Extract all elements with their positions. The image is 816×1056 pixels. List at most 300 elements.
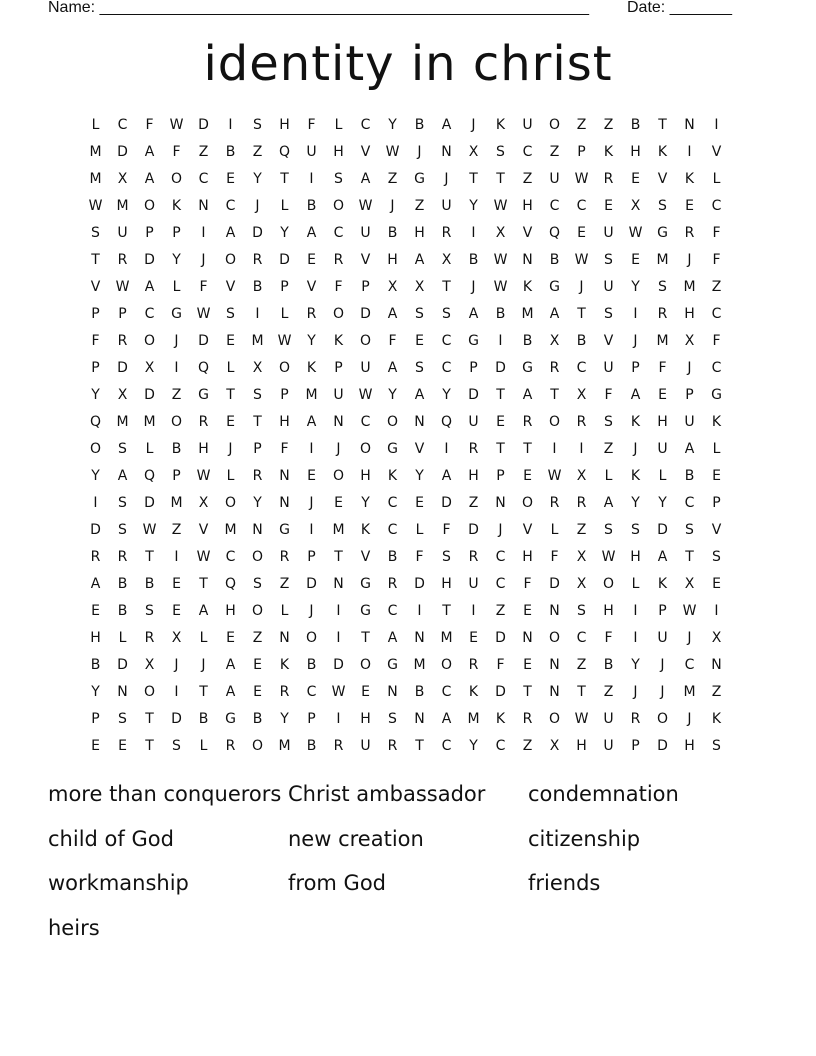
grid-letter: T (442, 279, 451, 295)
grid-letter: G (225, 711, 236, 727)
grid-letter: V (225, 279, 236, 295)
grid-letter: U (468, 414, 479, 430)
grid-letter: T (577, 684, 586, 700)
grid-letter: F (523, 576, 532, 592)
grid-letter: N (198, 198, 209, 214)
grid-letter: B (495, 306, 506, 322)
grid-letter: X (117, 387, 128, 403)
grid-letter: I (687, 144, 692, 160)
grid-letter: T (226, 387, 235, 403)
grid-letter: M (89, 171, 102, 187)
grid-letter: T (496, 387, 505, 403)
grid-letter: P (118, 306, 127, 322)
grid-letter: I (255, 306, 260, 322)
grid-letter: R (198, 414, 209, 430)
grid-letter: E (226, 630, 235, 646)
grid-letter: I (336, 603, 341, 619)
grid-letter: H (630, 549, 641, 565)
grid-letter: B (684, 468, 695, 484)
grid-letter: E (712, 576, 721, 592)
grid-letter: L (91, 117, 100, 133)
grid-letter: U (441, 198, 452, 214)
grid-letter: X (711, 630, 722, 646)
grid-letter: Z (171, 522, 182, 538)
grid-letter: X (144, 657, 155, 673)
grid-letter: V (603, 333, 614, 349)
grid-letter: Y (415, 468, 424, 484)
grid-letter: B (414, 684, 425, 700)
grid-letter: J (471, 117, 476, 133)
grid-letter: X (144, 360, 155, 376)
grid-letter: O (251, 603, 264, 619)
grid-letter: N (117, 684, 128, 700)
grid-letter: M (467, 711, 480, 727)
grid-letter: Y (631, 495, 640, 511)
grid-row (82, 598, 734, 625)
grid-letter: F (415, 549, 424, 565)
grid-letter: N (387, 684, 398, 700)
grid-letter: K (630, 414, 641, 430)
grid-letter: V (657, 171, 668, 187)
grid-letter: A (117, 468, 128, 484)
grid-row (82, 652, 734, 679)
grid-letter: H (414, 225, 425, 241)
grid-letter: I (174, 360, 179, 376)
grid-letter: U (117, 225, 128, 241)
word-list-item: child of God (48, 826, 174, 851)
grid-letter: J (579, 279, 584, 295)
grid-letter: Y (469, 738, 478, 754)
grid-letter: S (253, 387, 262, 403)
grid-letter: O (143, 333, 156, 349)
grid-letter: K (279, 657, 290, 673)
grid-letter: D (414, 576, 425, 592)
grid-letter: R (333, 738, 344, 754)
grid-letter: Y (91, 468, 100, 484)
grid-letter: A (414, 387, 425, 403)
grid-letter: E (226, 171, 235, 187)
grid-letter: B (252, 279, 263, 295)
grid-letter: I (93, 495, 98, 511)
grid-letter: W (385, 144, 400, 160)
grid-letter: Z (603, 117, 614, 133)
grid-letter: D (144, 252, 155, 268)
grid-letter: D (657, 738, 668, 754)
grid-letter: C (711, 306, 722, 322)
grid-letter: J (633, 333, 638, 349)
grid-letter: Y (469, 198, 478, 214)
grid-letter: M (656, 333, 669, 349)
grid-letter: J (417, 144, 422, 160)
grid-letter: D (468, 522, 479, 538)
grid-letter: X (117, 171, 128, 187)
grid-letter: F (712, 252, 721, 268)
grid-letter: H (684, 738, 695, 754)
grid-letter: R (468, 549, 479, 565)
grid-letter: H (576, 738, 587, 754)
grid-letter: T (145, 738, 154, 754)
grid-letter: Z (414, 198, 425, 214)
grid-letter: K (360, 522, 371, 538)
grid-letter: A (306, 414, 317, 430)
word-list-item: more than conquerors (48, 782, 282, 806)
grid-letter: G (387, 657, 398, 673)
grid-letter: J (633, 441, 638, 457)
grid-letter: L (550, 522, 559, 538)
grid-letter: H (684, 306, 695, 322)
grid-letter: B (90, 657, 101, 673)
grid-letter: F (604, 387, 613, 403)
grid-letter: C (306, 684, 317, 700)
grid-letter: O (359, 441, 372, 457)
grid-letter: X (252, 360, 263, 376)
grid-letter: C (117, 117, 128, 133)
grid-letter: D (90, 522, 101, 538)
grid-row (82, 112, 734, 139)
grid-letter: N (279, 468, 290, 484)
grid-letter: M (224, 522, 237, 538)
grid-letter: Y (280, 711, 289, 727)
grid-letter: H (279, 414, 290, 430)
grid-letter: Q (548, 225, 561, 241)
grid-letter: F (172, 144, 181, 160)
grid-letter: U (360, 225, 371, 241)
grid-letter: Y (91, 387, 100, 403)
grid-letter: O (359, 333, 372, 349)
grid-letter: E (523, 657, 532, 673)
grid-letter: L (604, 468, 613, 484)
grid-letter: A (630, 387, 641, 403)
grid-letter: C (144, 306, 155, 322)
grid-letter: M (413, 657, 426, 673)
grid-letter: H (360, 711, 371, 727)
grid-letter: W (196, 549, 211, 565)
grid-letter: X (576, 549, 587, 565)
grid-letter: R (252, 468, 263, 484)
grid-letter: C (522, 144, 533, 160)
grid-letter: E (226, 414, 235, 430)
grid-row (82, 625, 734, 652)
grid-letter: O (89, 441, 102, 457)
grid-letter: K (684, 171, 695, 187)
grid-letter: W (574, 711, 589, 727)
grid-letter: S (658, 198, 667, 214)
grid-letter: S (685, 522, 694, 538)
grid-letter: M (89, 144, 102, 160)
grid-row (82, 328, 734, 355)
grid-letter: Z (711, 279, 722, 295)
grid-letter: R (117, 252, 128, 268)
grid-letter: T (415, 738, 424, 754)
grid-letter: Z (279, 576, 290, 592)
grid-letter: C (387, 522, 398, 538)
grid-letter: T (469, 171, 478, 187)
grid-letter: K (171, 198, 182, 214)
grid-letter: R (576, 495, 587, 511)
grid-letter: R (306, 306, 317, 322)
grid-letter: I (552, 441, 557, 457)
grid-letter: L (631, 576, 640, 592)
grid-letter: M (251, 333, 264, 349)
grid-letter: Z (252, 144, 263, 160)
grid-letter: N (549, 684, 560, 700)
grid-letter: M (440, 630, 453, 646)
grid-letter: E (307, 252, 316, 268)
grid-letter: D (333, 657, 344, 673)
grid-letter: A (468, 306, 479, 322)
grid-letter: P (361, 279, 370, 295)
grid-letter: S (118, 522, 127, 538)
grid-letter: O (548, 414, 561, 430)
grid-letter: U (603, 711, 614, 727)
grid-letter: C (387, 495, 398, 511)
grid-letter: G (711, 387, 722, 403)
grid-letter: W (493, 252, 508, 268)
grid-letter: T (496, 441, 505, 457)
grid-letter: R (630, 711, 641, 727)
puzzle-title: identity in christ (203, 36, 613, 92)
grid-letter: F (604, 630, 613, 646)
grid-letter: P (145, 225, 154, 241)
grid-letter: C (333, 225, 344, 241)
grid-letter: D (549, 576, 560, 592)
grid-letter: N (522, 252, 533, 268)
grid-letter: B (117, 576, 128, 592)
grid-letter: K (630, 468, 641, 484)
grid-letter: S (604, 306, 613, 322)
grid-letter: P (631, 738, 640, 754)
grid-letter: R (117, 333, 128, 349)
grid-letter: Z (603, 441, 614, 457)
grid-letter: U (306, 144, 317, 160)
grid-letter: Z (387, 171, 398, 187)
grid-letter: M (278, 738, 291, 754)
grid-letter: N (441, 144, 452, 160)
grid-letter: W (277, 333, 292, 349)
grid-letter: D (360, 306, 371, 322)
header-line (48, 0, 740, 18)
grid-letter: L (172, 279, 181, 295)
grid-letter: V (711, 144, 722, 160)
grid-letter: I (471, 603, 476, 619)
grid-letter: E (253, 684, 262, 700)
grid-letter: I (633, 306, 638, 322)
grid-letter: E (415, 495, 424, 511)
grid-letter: A (144, 279, 155, 295)
grid-letter: Z (603, 684, 614, 700)
grid-letter: M (521, 306, 534, 322)
grid-letter: C (441, 738, 452, 754)
grid-letter: T (361, 630, 370, 646)
grid-letter: T (334, 549, 343, 565)
grid-letter: I (309, 171, 314, 187)
grid-letter: V (198, 522, 209, 538)
grid-letter: P (334, 360, 343, 376)
grid-letter: O (440, 657, 453, 673)
grid-letter: A (387, 360, 398, 376)
grid-letter: P (577, 144, 586, 160)
grid-letter: B (306, 657, 317, 673)
grid-letter: Y (307, 333, 316, 349)
grid-letter: D (117, 360, 128, 376)
grid-letter: J (228, 441, 233, 457)
grid-letter: L (712, 441, 721, 457)
grid-letter: D (198, 333, 209, 349)
grid-letter: U (684, 414, 695, 430)
grid-letter: K (333, 333, 344, 349)
grid-letter: A (306, 225, 317, 241)
grid-letter: W (574, 171, 589, 187)
grid-letter: T (496, 171, 505, 187)
grid-letter: K (657, 576, 668, 592)
grid-letter: I (633, 603, 638, 619)
grid-letter: F (712, 333, 721, 349)
grid-letter: I (309, 441, 314, 457)
grid-letter: S (388, 711, 397, 727)
grid-letter: N (279, 630, 290, 646)
grid-letter: I (444, 441, 449, 457)
grid-letter: F (199, 279, 208, 295)
grid-letter: E (91, 738, 100, 754)
grid-letter: T (685, 549, 694, 565)
grid-letter: I (174, 684, 179, 700)
grid-letter: Q (197, 360, 210, 376)
grid-row (82, 544, 734, 571)
grid-letter: O (170, 171, 183, 187)
grid-letter: W (358, 387, 373, 403)
grid-letter: R (549, 495, 560, 511)
grid-letter: U (333, 387, 344, 403)
grid-letter: N (333, 576, 344, 592)
grid-letter: L (280, 603, 289, 619)
grid-letter: T (253, 414, 262, 430)
grid-letter: O (386, 414, 399, 430)
grid-letter: R (225, 738, 236, 754)
grid-letter: M (116, 414, 129, 430)
grid-row (82, 706, 734, 733)
grid-letter: U (522, 117, 533, 133)
grid-letter: Q (278, 144, 291, 160)
grid-letter: C (441, 360, 452, 376)
grid-letter: Y (253, 495, 262, 511)
word-list (48, 778, 768, 956)
grid-letter: Y (631, 657, 640, 673)
grid-letter: Y (658, 495, 667, 511)
grid-letter: O (332, 198, 345, 214)
grid-letter: R (468, 441, 479, 457)
word-list-item: friends (528, 871, 601, 895)
grid-letter: K (495, 711, 506, 727)
grid-letter: D (144, 387, 155, 403)
grid-letter: P (712, 495, 721, 511)
grid-letter: F (496, 657, 505, 673)
grid-letter: C (360, 414, 371, 430)
grid-letter: B (252, 711, 263, 727)
grid-letter: D (171, 711, 182, 727)
grid-letter: F (388, 333, 397, 349)
grid-letter: Z (549, 144, 560, 160)
grid-letter: P (280, 279, 289, 295)
grid-letter: J (660, 684, 665, 700)
grid-letter: B (387, 549, 398, 565)
grid-letter: G (657, 225, 668, 241)
grid-letter: Z (522, 171, 533, 187)
word-list-item: heirs (48, 915, 100, 940)
grid-letter: E (631, 252, 640, 268)
grid-letter: R (252, 252, 263, 268)
grid-letter: S (496, 144, 505, 160)
grid-letter: D (495, 360, 506, 376)
grid-letter: C (711, 360, 722, 376)
grid-letter: Y (91, 684, 100, 700)
grid-letter: A (144, 171, 155, 187)
grid-letter: D (117, 144, 128, 160)
grid-letter: M (170, 495, 183, 511)
grid-letter: G (387, 441, 398, 457)
grid-letter: L (334, 117, 343, 133)
grid-letter: W (88, 198, 103, 214)
grid-row (82, 436, 734, 463)
grid-letter: O (548, 711, 561, 727)
grid-row (82, 355, 734, 382)
grid-letter: J (174, 333, 179, 349)
grid-row (82, 571, 734, 598)
grid-letter: B (171, 441, 182, 457)
grid-letter: C (711, 198, 722, 214)
grid-letter: Z (711, 684, 722, 700)
grid-letter: C (495, 576, 506, 592)
grid-letter: R (684, 225, 695, 241)
grid-letter: O (224, 495, 237, 511)
grid-letter: R (279, 684, 290, 700)
grid-letter: J (174, 657, 179, 673)
grid-row (82, 139, 734, 166)
grid-letter: F (550, 549, 559, 565)
grid-letter: S (442, 306, 451, 322)
grid-letter: S (172, 738, 181, 754)
grid-letter: M (683, 279, 696, 295)
grid-letter: O (224, 252, 237, 268)
grid-letter: B (549, 252, 560, 268)
grid-letter: F (712, 225, 721, 241)
grid-letter: E (685, 198, 694, 214)
grid-letter: H (522, 549, 533, 565)
word-list-item: workmanship (48, 871, 189, 895)
grid-letter: B (117, 603, 128, 619)
grid-letter: F (658, 360, 667, 376)
grid-row (82, 733, 734, 760)
grid-letter: A (225, 657, 236, 673)
grid-letter: H (441, 576, 452, 592)
grid-letter: V (522, 522, 533, 538)
grid-letter: P (91, 360, 100, 376)
grid-letter: Y (253, 171, 262, 187)
grid-letter: J (309, 495, 314, 511)
grid-letter: K (306, 360, 317, 376)
word-list-item: citizenship (528, 826, 641, 851)
grid-letter: J (201, 252, 206, 268)
grid-letter: S (631, 522, 640, 538)
grid-letter: R (468, 657, 479, 673)
grid-row (82, 193, 734, 220)
grid-letter: O (170, 414, 183, 430)
grid-letter: H (198, 441, 209, 457)
grid-letter: I (471, 225, 476, 241)
grid-letter: I (201, 225, 206, 241)
grid-letter: W (601, 549, 616, 565)
grid-letter: N (522, 630, 533, 646)
grid-letter: R (387, 576, 398, 592)
